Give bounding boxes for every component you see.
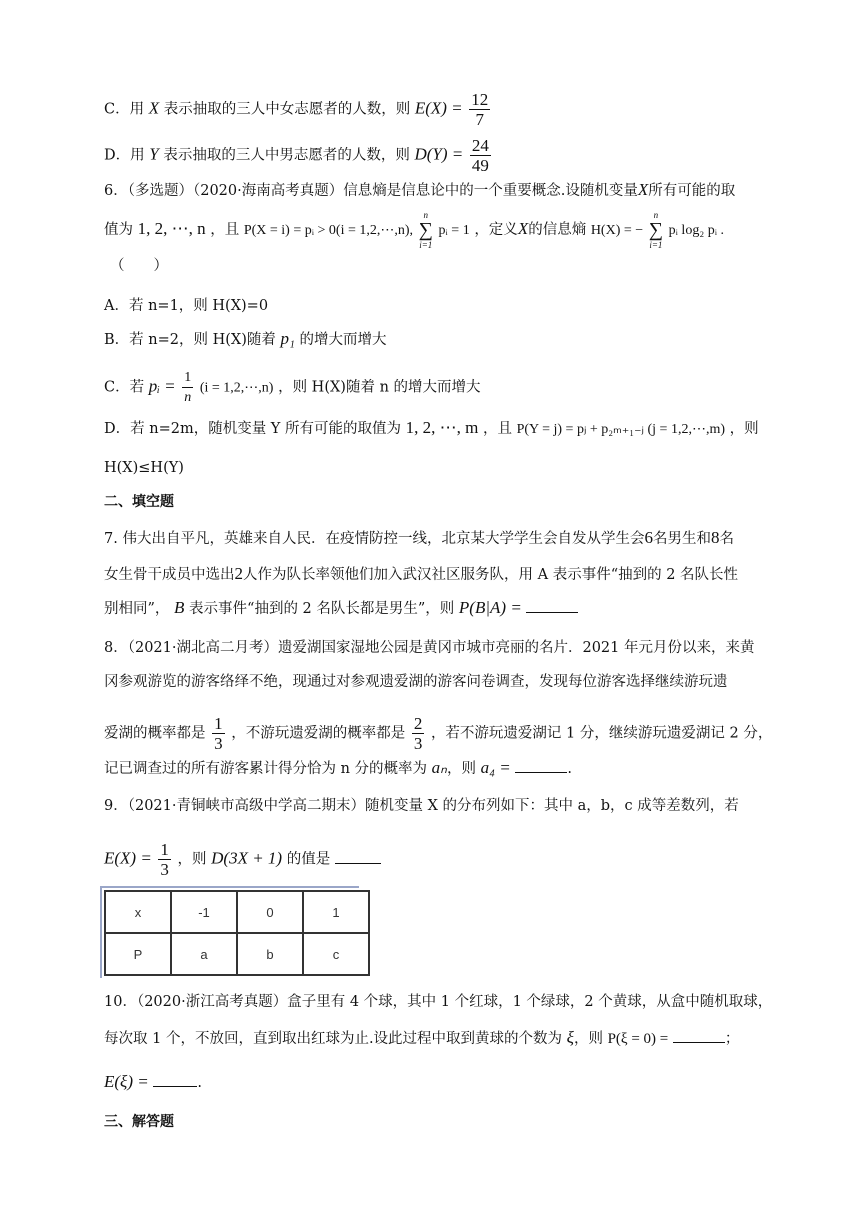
q6-option-b: B．若 n=2，则 H(X)随着 p₁ 的增大而增大 (104, 329, 387, 348)
answer-blank (515, 758, 567, 773)
q10-line1: 10．（2020·浙江高考真题）盒子里有 4 个球，其中 1 个红球，1 个绿球，2 个黄球，从盒中随机取球， (104, 994, 773, 1010)
q7-line1: 7. 伟大出自平凡，英雄来自人民．在疫情防控一线，北京某大学学生会自发从学生会6名男生和8名 (104, 528, 734, 547)
q7-line3: 别相同”， B 表示事件“抽到的 2 名队长都是男生”，则 P(B|A) = (104, 598, 578, 619)
q8-line1: 8．（2021·湖北高二月考）遗爱湖国家湿地公园是黄冈市城市亮丽的名片．2021 年元月份以来，来黄 (104, 640, 755, 656)
table-cell: c (303, 933, 369, 975)
table-cell: 0 (237, 891, 303, 933)
q6-option-d: D．若 n=2m，随机变量 Y 所有可能的取值为 1, 2, ⋯, m ，且 P(Y = j) = pⱼ + p₂ₘ₊₁₋ⱼ (j = 1,2,⋯,m) ，则 (104, 418, 759, 437)
sum-symbol-entropy: n ∑ i=1 (648, 210, 664, 250)
table-cell: a (171, 933, 237, 975)
q5-option-d: D．用 Y 表示抽取的三人中男志愿者的人数，则 D(Y) = $\frac{24}{49}$ (104, 136, 489, 175)
section-solution-heading: 三、解答题 (104, 1114, 174, 1130)
q8-line2: 冈参观游览的游客络绎不绝，现通过对参观遗爱湖的游客问卷调查，发现每位游客选择继续游玩遗 (104, 674, 728, 690)
answer-blank (335, 849, 381, 864)
answer-paren: （ ） (110, 258, 168, 274)
q6-option-c: C．若 pᵢ = $\frac{1}{n}$ (i = 1,2,⋯,n) ，则 H(X)随着 n 的增大而增大 (104, 370, 481, 405)
answer-blank (153, 1072, 197, 1087)
section-fill-in-heading: 二、填空题 (104, 494, 174, 510)
q6-option-a: A．若 n=1，则 H(X)=0 (104, 298, 269, 314)
distribution-table (104, 890, 370, 976)
q10-line3: E(ξ) = . (104, 1072, 202, 1091)
table-cell: x (105, 891, 171, 933)
table-cell: b (237, 933, 303, 975)
q7-line2: 女生骨干成员中选出2人作为队长率领他们加入武汉社区服务队，用 A 表示事件“抽到的 2 名队长性 (104, 564, 739, 583)
table-row (105, 933, 369, 975)
table-row (105, 891, 369, 933)
answer-blank (673, 1028, 725, 1043)
table-cell: 1 (303, 891, 369, 933)
fraction-24-49: $\frac{24}{49}$ (471, 136, 489, 175)
q9-line2: E(X) = $\frac{1}{3}$ ，则 D(3X + 1) 的值是 (104, 840, 381, 879)
q6-stem-line2: 值为 1, 2, ⋯, n ，且 P(X = i) = pᵢ > 0(i = 1,2,⋯,n), n ∑ i=1 pᵢ = 1 ，定义X的信息熵 H(X) = − n ∑ i=1 pᵢ log₂ pᵢ . (104, 210, 724, 250)
table-cell: P (105, 933, 171, 975)
table-cell: -1 (171, 891, 237, 933)
q6-stem-line1: 6．（多选题）（2020·海南高考真题）信息熵是信息论中的一个重要概念.设随机变量X所有可能的取 (104, 180, 736, 199)
q6-option-d-continued: H(X)≤H(Y) (104, 460, 184, 476)
answer-blank (526, 598, 578, 613)
q9-line1: 9．（2021·青铜峡市高级中学高二期末）随机变量 X 的分布列如下：其中 a，b，c 成等差数列，若 (104, 798, 739, 814)
q10-line2: 每次取 1 个，不放回，直到取出红球为止.设此过程中取到黄球的个数为 ξ，则 P(ξ = 0) = ； (104, 1028, 740, 1047)
q8-line3: 爱湖的概率都是 $\frac{1}{3}$ ，不游玩遗爱湖的概率都是 $\frac{2}{3}$ ，若不游玩遗爱湖记 1 分，继续游玩遗爱湖记 2 分， (104, 714, 773, 753)
fraction-12-7: $\frac{12}{7}$ (471, 90, 489, 129)
q5-option-c: C．用 X 表示抽取的三人中女志愿者的人数，则 E(X) = $\frac{12}{7}$ (104, 90, 489, 129)
sum-symbol: n ∑ i=1 (418, 210, 433, 250)
q8-line4: 记已调查过的所有游客累计得分恰为 n 分的概率为 aₙ，则 a₄ = . (104, 758, 572, 777)
